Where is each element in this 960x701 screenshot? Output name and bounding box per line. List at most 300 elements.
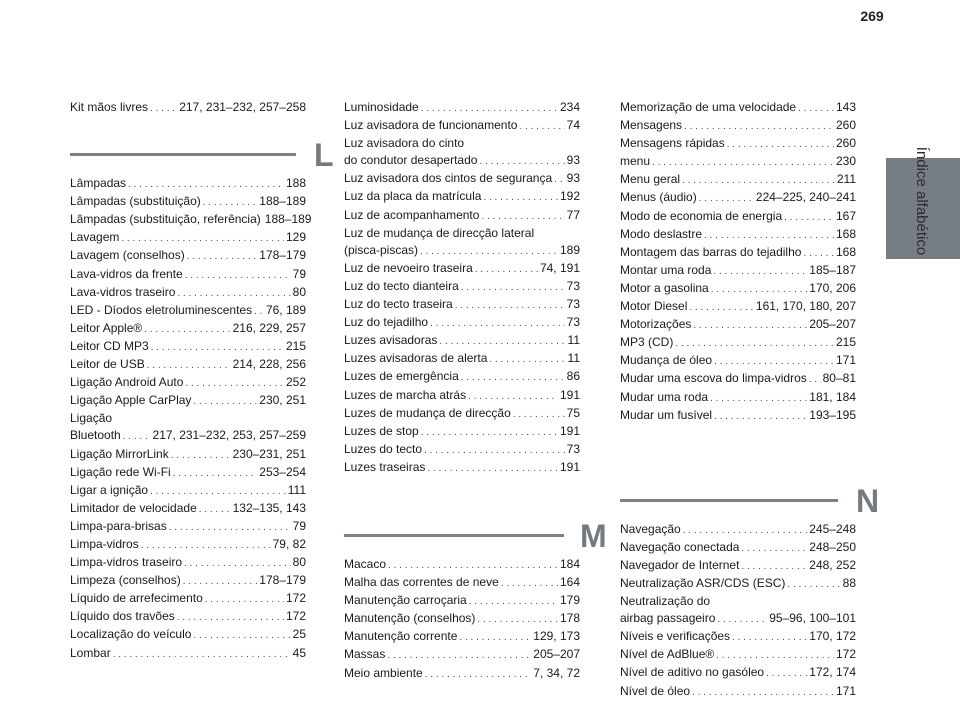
entry-term: Luz avisadora do cinto — [344, 136, 465, 151]
dot-leader — [675, 334, 834, 352]
entry-pages: 188–189 — [264, 212, 312, 227]
index-entry — [620, 407, 856, 425]
index-entry — [620, 298, 856, 316]
dot-leader — [475, 260, 538, 278]
entry-term: Luz avisadora de funcionamento — [344, 118, 518, 133]
entry-pages: 170, 172 — [809, 629, 856, 644]
entry-term: Leitor CD MP3 — [70, 338, 149, 353]
dot-leader — [693, 316, 807, 334]
dot-leader — [144, 320, 230, 338]
entry-pages: 205–207 — [809, 317, 856, 332]
index-entry — [344, 314, 580, 332]
index-entry — [70, 645, 306, 663]
dot-leader — [203, 193, 258, 211]
entry-term: Montagem das barras do tejadilho — [620, 244, 802, 259]
dot-leader — [128, 175, 284, 193]
index-entry — [70, 427, 306, 445]
entry-pages: 217, 231–232, 253, 257–259 — [152, 428, 306, 443]
index-entry — [620, 99, 856, 117]
dot-leader — [193, 392, 257, 410]
index-entry — [344, 441, 580, 459]
entry-pages: 167 — [835, 208, 856, 223]
index-entry — [344, 278, 580, 296]
dot-leader — [481, 207, 564, 225]
index-entry — [620, 593, 856, 610]
entry-pages: 168 — [835, 244, 856, 259]
entry-pages: 73 — [566, 297, 580, 312]
entry-term: Luzes do tecto — [344, 441, 423, 456]
entry-pages: 252 — [285, 375, 306, 390]
entry-pages: 172 — [285, 609, 306, 624]
entry-pages: 93 — [566, 171, 580, 186]
entry-pages: 188 — [285, 176, 306, 191]
section-rule — [620, 499, 838, 502]
index-entry — [620, 171, 856, 189]
dot-leader — [193, 626, 290, 644]
index-entry — [344, 152, 580, 170]
entry-group — [70, 99, 306, 117]
index-entry — [70, 356, 306, 374]
dot-leader — [254, 302, 264, 320]
dot-leader — [141, 536, 271, 554]
index-entry — [344, 242, 580, 260]
index-entry — [70, 229, 306, 247]
dot-leader — [150, 482, 286, 500]
dot-leader — [803, 244, 834, 262]
entry-term: Motor Diesel — [620, 299, 688, 314]
index-entry — [344, 646, 580, 664]
dot-leader — [469, 592, 558, 610]
dot-leader — [692, 683, 834, 701]
entry-pages: 79 — [292, 518, 306, 533]
entry-term: Localização do veículo — [70, 627, 192, 642]
entry-term: Mudar um fusível — [620, 407, 713, 422]
entry-term: Líquido dos travões — [70, 609, 175, 624]
dot-leader — [199, 500, 231, 518]
entry-pages: 143 — [835, 100, 856, 114]
entry-term: Mensagens rápidas — [620, 136, 725, 151]
letter-header-l — [70, 135, 334, 175]
dot-leader — [468, 387, 558, 405]
index-entry — [70, 518, 306, 536]
letter-header-n — [620, 481, 880, 521]
entry-pages: 245–248 — [809, 521, 856, 536]
index-entry — [620, 117, 856, 135]
entry-pages: 224–225, 240–241 — [755, 190, 856, 205]
index-entry — [70, 302, 306, 320]
entry-pages: 188–189 — [259, 194, 306, 209]
entry-pages: 216, 229, 257 — [232, 320, 306, 335]
entry-term: Mensagens — [620, 118, 683, 133]
index-column-1 — [70, 99, 334, 663]
entry-pages: 185–187 — [809, 262, 856, 277]
dot-leader — [689, 298, 754, 316]
dot-leader — [421, 423, 558, 441]
entry-pages: 191 — [559, 387, 580, 402]
entry-pages: 193–195 — [809, 407, 856, 422]
entry-pages: 171 — [835, 353, 856, 368]
section-letter: L — [314, 137, 334, 174]
dot-leader — [461, 278, 565, 296]
entry-term: Malha das correntes de neve — [344, 575, 499, 590]
entry-term: Lâmpadas — [70, 176, 127, 191]
index-entry — [344, 332, 580, 350]
entry-term: Ligação MirrorLink — [70, 446, 169, 461]
entry-pages: 45 — [292, 645, 306, 660]
entry-pages: 77 — [566, 207, 580, 222]
entry-pages: 253–254 — [259, 464, 306, 479]
entry-pages: 179 — [559, 593, 580, 608]
section-letter: M — [580, 517, 607, 554]
index-entry — [70, 572, 306, 590]
index-entry — [344, 296, 580, 314]
entry-pages: 192 — [559, 189, 580, 204]
index-column-2 — [344, 99, 607, 683]
entry-pages: 181, 184 — [809, 389, 856, 404]
entry-pages: 164 — [559, 575, 580, 590]
dot-leader — [123, 427, 151, 445]
index-entry — [70, 446, 306, 464]
index-entry — [620, 628, 856, 646]
index-entry — [70, 590, 306, 608]
entry-term: (pisca-piscas) — [344, 242, 419, 257]
index-entry — [70, 608, 306, 626]
index-entry — [344, 387, 580, 405]
index-entry — [620, 316, 856, 334]
entry-pages: 76, 189 — [265, 302, 306, 317]
entry-term: Luzes traseiras — [344, 459, 426, 474]
entry-pages: 79 — [292, 266, 306, 281]
index-entry — [620, 664, 856, 682]
dot-leader — [455, 296, 565, 314]
entry-pages: 79, 82 — [272, 536, 306, 551]
entry-pages: 74 — [566, 118, 580, 133]
entry-term: Luz da placa da matrícula — [344, 189, 482, 204]
index-entry — [344, 423, 580, 441]
index-entry — [344, 135, 580, 152]
entry-term: Ligação rede Wi-Fi — [70, 464, 171, 479]
entry-pages: 171 — [835, 683, 856, 698]
entry-pages: 189 — [559, 242, 580, 257]
dot-leader — [798, 99, 834, 117]
entry-term: Luzes de stop — [344, 423, 419, 438]
entry-term: Manutenção corrente — [344, 629, 458, 644]
entry-pages: 178–179 — [259, 248, 306, 263]
index-entry — [344, 556, 580, 574]
entry-pages: 73 — [566, 278, 580, 293]
entry-pages: 260 — [835, 118, 856, 133]
index-entry — [620, 389, 856, 407]
entry-pages: 248, 252 — [809, 557, 856, 572]
index-entry — [620, 575, 856, 593]
entry-term: Ligar a ignição — [70, 482, 149, 497]
entry-pages: 168 — [835, 226, 856, 241]
index-entry — [70, 464, 306, 482]
entry-pages: 161, 170, 180, 207 — [755, 299, 856, 314]
entry-term: Motor a gasolina — [620, 280, 709, 295]
dot-leader — [784, 208, 834, 226]
dot-leader — [741, 557, 807, 575]
entry-term: Navegação conectada — [620, 539, 740, 554]
dot-leader — [187, 247, 258, 265]
entry-term: Luzes de mudança de direcção — [344, 405, 511, 420]
entry-pages: 184 — [559, 556, 580, 571]
entry-term: airbag passageiro — [620, 611, 716, 626]
entry-term: Níveis e verificações — [620, 629, 731, 644]
dot-leader — [711, 280, 808, 298]
dot-leader — [113, 645, 291, 663]
dot-leader — [652, 153, 834, 171]
entry-group — [344, 99, 580, 477]
index-entry — [70, 284, 306, 302]
entry-pages: 172 — [285, 591, 306, 606]
dot-leader — [420, 242, 558, 260]
entry-term: Modo deslastre — [620, 226, 703, 241]
entry-term: Leitor de USB — [70, 357, 145, 372]
entry-term: Lava-vidros traseiro — [70, 284, 176, 299]
index-entry — [620, 646, 856, 664]
entry-term: Leitor Apple® — [70, 320, 143, 335]
entry-term: Luz de mudança de direcção lateral — [344, 225, 535, 240]
index-entry — [344, 628, 580, 646]
entry-term: Menus (áudio) — [620, 190, 697, 205]
entry-pages: 95–96, 100–101 — [769, 611, 856, 626]
entry-term: Limpa-vidros traseiro — [70, 555, 183, 570]
entry-pages: 230–231, 251 — [232, 446, 306, 461]
dot-leader — [171, 446, 231, 464]
dot-leader — [183, 572, 258, 590]
index-entry — [620, 352, 856, 370]
entry-pages: 191 — [559, 459, 580, 474]
entry-term: Luzes avisadoras — [344, 333, 438, 348]
entry-term: Memorização de uma velocidade — [620, 100, 797, 114]
index-entry — [620, 208, 856, 226]
entry-pages: 73 — [566, 441, 580, 456]
dot-leader — [177, 608, 284, 626]
dot-leader — [519, 117, 564, 135]
index-entry — [620, 557, 856, 575]
index-entry — [620, 153, 856, 171]
entry-term: Lombar — [70, 645, 111, 660]
index-entry — [70, 99, 306, 117]
index-entry — [70, 482, 306, 500]
entry-pages: 178 — [559, 611, 580, 626]
entry-term: Luzes de emergência — [344, 369, 459, 384]
entry-pages: 132–135, 143 — [232, 500, 306, 515]
entry-term: Menu geral — [620, 172, 681, 187]
entry-pages: 88 — [842, 575, 856, 590]
entry-term: Líquido de arrefecimento — [70, 591, 203, 606]
index-entry — [620, 189, 856, 207]
dot-leader — [205, 590, 284, 608]
entry-term: Limitador de velocidade — [70, 500, 197, 515]
index-entry — [620, 135, 856, 153]
dot-leader — [732, 628, 807, 646]
index-entry — [344, 207, 580, 225]
index-entry — [344, 610, 580, 628]
dot-leader — [483, 188, 558, 206]
entry-term: Ligação Apple CarPlay — [70, 393, 192, 408]
entry-pages: 129, 173 — [533, 629, 580, 644]
dot-leader — [424, 441, 565, 459]
section-letter: N — [856, 482, 880, 519]
dot-leader — [430, 314, 565, 332]
entry-pages: 230, 251 — [259, 393, 306, 408]
index-entry — [70, 392, 306, 410]
entry-pages: 215 — [835, 335, 856, 350]
index-entry — [620, 370, 856, 388]
index-entry — [344, 260, 580, 278]
entry-pages: 230 — [835, 154, 856, 169]
entry-pages: 80 — [292, 284, 306, 299]
entry-pages: 211 — [836, 172, 856, 187]
index-entry — [344, 170, 580, 188]
index-entry — [70, 320, 306, 338]
dot-leader — [684, 117, 834, 135]
dot-leader — [704, 226, 834, 244]
entry-term: Navegador de Internet — [620, 557, 740, 572]
index-entry — [344, 99, 580, 117]
entry-term: Mudança de óleo — [620, 353, 713, 368]
entry-pages: 215 — [285, 338, 306, 353]
entry-term: Kit mãos livres — [70, 100, 149, 114]
dot-leader — [185, 266, 291, 284]
index-entry — [620, 683, 856, 701]
entry-pages: 248–250 — [809, 539, 856, 554]
entry-term: Lâmpadas (substituição, referência) — [70, 212, 261, 227]
entry-pages: 217, 231–232, 257–258 — [179, 100, 306, 114]
entry-term: Manutenção carroçaria — [344, 593, 467, 608]
entry-term: Luzes de marcha atrás — [344, 387, 467, 402]
entry-term: Nível de óleo — [620, 683, 691, 698]
dot-leader — [683, 521, 808, 539]
entry-term: Ligação — [70, 411, 113, 426]
entry-pages: 73 — [566, 315, 580, 330]
entry-term: Motorizações — [620, 317, 692, 332]
index-entry — [344, 405, 580, 423]
dot-leader — [489, 350, 565, 368]
entry-group — [620, 99, 856, 425]
entry-pages: 172, 174 — [809, 665, 856, 680]
index-entry — [344, 574, 580, 592]
index-entry — [344, 368, 580, 386]
index-entry — [344, 117, 580, 135]
dot-leader — [501, 574, 558, 592]
entry-term: Luz avisadora dos cintos de segurança — [344, 171, 553, 186]
dot-leader — [727, 135, 834, 153]
entry-term: Mudar uma roda — [620, 389, 709, 404]
dot-leader — [184, 554, 291, 572]
dot-leader — [151, 338, 284, 356]
dot-leader — [461, 368, 565, 386]
entry-term: Limpeza (conselhos) — [70, 573, 181, 588]
entry-term: Lava-vidros da frente — [70, 266, 183, 281]
index-entry — [70, 175, 306, 193]
dot-leader — [554, 170, 565, 188]
dot-leader — [425, 665, 532, 683]
index-entry — [344, 188, 580, 206]
entry-term: Nível de AdBlue® — [620, 647, 715, 662]
dot-leader — [717, 610, 767, 628]
entry-term: Luzes avisadoras de alerta — [344, 351, 488, 366]
index-entry — [620, 226, 856, 244]
index-entry — [70, 338, 306, 356]
index-column-3 — [620, 99, 880, 701]
entry-term: Neutralização do — [620, 594, 711, 609]
entry-pages: 80 — [292, 555, 306, 570]
entry-term: Luz do tecto traseira — [344, 297, 453, 312]
entry-pages: 25 — [292, 627, 306, 642]
index-entry — [70, 266, 306, 284]
dot-leader — [177, 284, 290, 302]
index-entry — [344, 459, 580, 477]
entry-pages: 74, 191 — [539, 260, 580, 275]
entry-pages: 170, 206 — [809, 280, 856, 295]
entry-pages: 260 — [835, 136, 856, 151]
entry-group — [620, 521, 856, 701]
dot-leader — [169, 518, 291, 536]
entry-term: Luminosidade — [344, 100, 419, 114]
entry-pages: 7, 34, 72 — [533, 665, 580, 680]
entry-group — [70, 175, 312, 663]
dot-leader — [387, 646, 531, 664]
dot-leader — [714, 407, 807, 425]
entry-term: Macaco — [344, 556, 387, 571]
index-entry — [70, 193, 306, 211]
section-tab-label: Índice alfabético — [913, 146, 930, 256]
index-entry — [344, 350, 580, 368]
entry-term: Lavagem — [70, 230, 120, 245]
index-entry — [620, 521, 856, 539]
dot-leader — [513, 405, 565, 423]
section-rule — [344, 534, 564, 537]
index-entry — [620, 280, 856, 298]
index-entry — [70, 554, 306, 572]
entry-term: Ligação Android Auto — [70, 375, 184, 390]
entry-term: Meio ambiente — [344, 665, 423, 680]
entry-term: menu — [620, 154, 651, 169]
entry-pages: 86 — [566, 369, 580, 384]
entry-term: LED - Díodos eletroluminescentes — [70, 302, 253, 317]
index-entry — [620, 610, 856, 628]
entry-group — [344, 556, 580, 683]
entry-term: Luz do tecto dianteira — [344, 278, 459, 293]
index-entry — [70, 374, 306, 392]
index-entry — [620, 244, 856, 262]
index-entry — [344, 665, 580, 683]
entry-term: Luz de nevoeiro traseira — [344, 260, 473, 275]
index-entry — [70, 410, 306, 427]
index-entry — [70, 500, 306, 518]
page-number: 269 — [860, 8, 884, 24]
entry-term: Bluetooth — [70, 428, 121, 443]
entry-term: Navegação — [620, 521, 681, 536]
index-entry — [620, 262, 856, 280]
entry-term: Mudar uma escova do limpa-vidros — [620, 371, 807, 386]
entry-pages: 11 — [567, 351, 580, 366]
entry-pages: 214, 228, 256 — [232, 357, 306, 372]
dot-leader — [439, 332, 565, 350]
dot-leader — [477, 610, 558, 628]
section-rule — [70, 153, 296, 156]
dot-leader — [421, 99, 558, 117]
entry-pages: 234 — [559, 100, 580, 114]
entry-pages: 178–179 — [259, 573, 306, 588]
dot-leader — [716, 646, 834, 664]
entry-pages: 205–207 — [533, 647, 580, 662]
entry-term: Limpa-vidros — [70, 536, 139, 551]
entry-term: Luz do tejadilho — [344, 315, 429, 330]
